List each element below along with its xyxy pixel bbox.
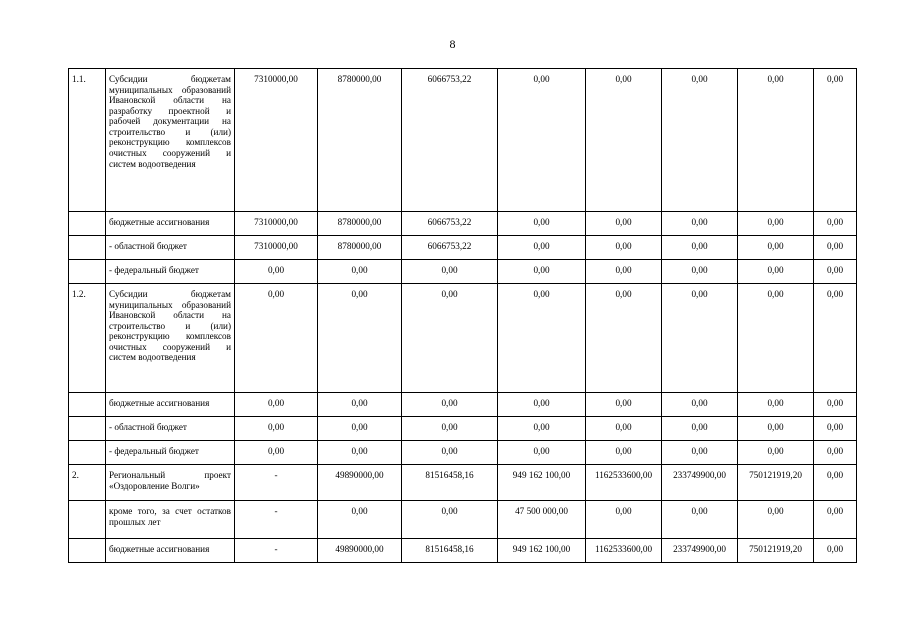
row-description: - областной бюджет xyxy=(106,417,235,441)
table-row xyxy=(69,417,857,441)
value-cell: 7310000,00 xyxy=(235,69,318,212)
value-cell: 6066753,22 xyxy=(402,69,498,212)
value-cell: 233749900,00 xyxy=(662,465,738,501)
value-cell: 0,00 xyxy=(498,393,586,417)
table-row xyxy=(69,539,857,563)
value-cell: 0,00 xyxy=(814,539,857,563)
value-cell: 0,00 xyxy=(586,236,662,260)
row-description: кроме того, за счет остатков прошлых лет xyxy=(106,501,235,539)
row-index xyxy=(69,236,106,260)
value-cell: 0,00 xyxy=(738,260,814,284)
row-description: - федеральный бюджет xyxy=(106,260,235,284)
value-cell: 0,00 xyxy=(402,417,498,441)
value-cell: 0,00 xyxy=(814,69,857,212)
value-cell: 0,00 xyxy=(402,441,498,465)
row-description: бюджетные ассигнования xyxy=(106,393,235,417)
value-cell: 0,00 xyxy=(318,284,402,393)
row-index: 1.2. xyxy=(69,284,106,393)
value-cell: 7310000,00 xyxy=(235,236,318,260)
value-cell: 0,00 xyxy=(738,69,814,212)
value-cell: 49890000,00 xyxy=(318,465,402,501)
row-index: 2. xyxy=(69,465,106,501)
value-cell: - xyxy=(235,501,318,539)
row-index xyxy=(69,441,106,465)
value-cell: 8780000,00 xyxy=(318,236,402,260)
row-index xyxy=(69,417,106,441)
table-row xyxy=(69,260,857,284)
row-index: 1.1. xyxy=(69,69,106,212)
value-cell: 0,00 xyxy=(814,441,857,465)
value-cell: 0,00 xyxy=(498,260,586,284)
row-description: бюджетные ассигнования xyxy=(106,212,235,236)
value-cell: 949 162 100,00 xyxy=(498,465,586,501)
value-cell: - xyxy=(235,539,318,563)
value-cell: 0,00 xyxy=(586,69,662,212)
value-cell: 1162533600,00 xyxy=(586,465,662,501)
value-cell: 0,00 xyxy=(498,441,586,465)
value-cell: 0,00 xyxy=(738,441,814,465)
value-cell: 0,00 xyxy=(814,417,857,441)
value-cell: 0,00 xyxy=(814,260,857,284)
value-cell: 750121919,20 xyxy=(738,539,814,563)
value-cell: 47 500 000,00 xyxy=(498,501,586,539)
value-cell: 0,00 xyxy=(318,393,402,417)
value-cell: 0,00 xyxy=(814,236,857,260)
value-cell: 0,00 xyxy=(318,417,402,441)
value-cell: 0,00 xyxy=(662,501,738,539)
value-cell: 750121919,20 xyxy=(738,465,814,501)
value-cell: 0,00 xyxy=(586,260,662,284)
value-cell: 0,00 xyxy=(814,212,857,236)
value-cell: 0,00 xyxy=(318,501,402,539)
table-row xyxy=(69,69,857,212)
value-cell: 0,00 xyxy=(738,393,814,417)
table-row xyxy=(69,393,857,417)
value-cell: 0,00 xyxy=(235,417,318,441)
value-cell: 233749900,00 xyxy=(662,539,738,563)
value-cell: 6066753,22 xyxy=(402,236,498,260)
row-index xyxy=(69,393,106,417)
row-description: Субсидии бюджетам муниципальных образований Ивановской области на разработку проектной и рабочей документации на строительство и (или) реконструкцию комплексов очистных сооружений и систем водоотведения xyxy=(106,69,235,212)
value-cell: 81516458,16 xyxy=(402,539,498,563)
value-cell: 0,00 xyxy=(586,501,662,539)
row-index xyxy=(69,212,106,236)
value-cell: 949 162 100,00 xyxy=(498,539,586,563)
value-cell: 0,00 xyxy=(814,501,857,539)
value-cell: 0,00 xyxy=(662,260,738,284)
value-cell: 0,00 xyxy=(318,260,402,284)
row-index xyxy=(69,260,106,284)
budget-table xyxy=(68,68,857,563)
row-description: бюджетные ассигнования xyxy=(106,539,235,563)
value-cell: 0,00 xyxy=(402,284,498,393)
value-cell: 8780000,00 xyxy=(318,69,402,212)
page-number: 8 xyxy=(449,37,456,51)
table-row xyxy=(69,465,857,501)
value-cell: 6066753,22 xyxy=(402,212,498,236)
row-description: - областной бюджет xyxy=(106,236,235,260)
value-cell: 0,00 xyxy=(498,284,586,393)
value-cell: 0,00 xyxy=(662,236,738,260)
row-description: Региональный проект «Оздоровление Волги» xyxy=(106,465,235,501)
value-cell: 0,00 xyxy=(738,284,814,393)
value-cell: 0,00 xyxy=(662,284,738,393)
table-row xyxy=(69,236,857,260)
value-cell: 0,00 xyxy=(586,393,662,417)
value-cell: 1162533600,00 xyxy=(586,539,662,563)
value-cell: 0,00 xyxy=(235,284,318,393)
value-cell: 0,00 xyxy=(498,212,586,236)
value-cell: 0,00 xyxy=(235,393,318,417)
row-index xyxy=(69,539,106,563)
value-cell: 0,00 xyxy=(814,393,857,417)
value-cell: 0,00 xyxy=(235,260,318,284)
value-cell: 0,00 xyxy=(662,417,738,441)
value-cell: 0,00 xyxy=(318,441,402,465)
value-cell: 0,00 xyxy=(586,417,662,441)
value-cell: 81516458,16 xyxy=(402,465,498,501)
table-row xyxy=(69,212,857,236)
value-cell: - xyxy=(235,465,318,501)
table-row xyxy=(69,284,857,393)
value-cell: 7310000,00 xyxy=(235,212,318,236)
value-cell: 0,00 xyxy=(402,393,498,417)
value-cell: 0,00 xyxy=(498,417,586,441)
value-cell: 0,00 xyxy=(235,441,318,465)
value-cell: 0,00 xyxy=(586,212,662,236)
value-cell: 0,00 xyxy=(586,284,662,393)
table-row xyxy=(69,441,857,465)
value-cell: 0,00 xyxy=(498,69,586,212)
value-cell: 8780000,00 xyxy=(318,212,402,236)
value-cell: 0,00 xyxy=(814,284,857,393)
value-cell: 0,00 xyxy=(738,236,814,260)
value-cell: 0,00 xyxy=(402,260,498,284)
row-description: - федеральный бюджет xyxy=(106,441,235,465)
value-cell: 0,00 xyxy=(738,501,814,539)
value-cell: 0,00 xyxy=(738,212,814,236)
table-row xyxy=(69,501,857,539)
value-cell: 0,00 xyxy=(662,441,738,465)
value-cell: 0,00 xyxy=(402,501,498,539)
row-index xyxy=(69,501,106,539)
value-cell: 49890000,00 xyxy=(318,539,402,563)
value-cell: 0,00 xyxy=(586,441,662,465)
value-cell: 0,00 xyxy=(662,393,738,417)
value-cell: 0,00 xyxy=(738,417,814,441)
value-cell: 0,00 xyxy=(814,465,857,501)
value-cell: 0,00 xyxy=(662,69,738,212)
value-cell: 0,00 xyxy=(498,236,586,260)
row-description: Субсидии бюджетам муниципальных образований Ивановской области на строительство и (или) реконструкцию комплексов очистных сооружений и систем водоотведения xyxy=(106,284,235,393)
value-cell: 0,00 xyxy=(662,212,738,236)
